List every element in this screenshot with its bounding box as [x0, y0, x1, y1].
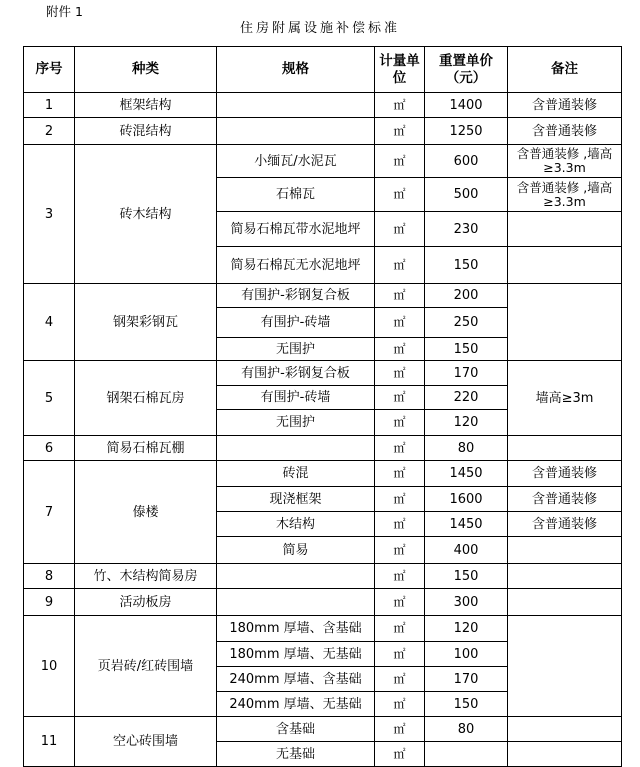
cell-type: 钢架石棉瓦房 [75, 361, 217, 436]
cell-price: 500 [425, 178, 508, 212]
cell-type: 空心砖围墙 [75, 717, 217, 767]
cell-no: 11 [24, 717, 75, 767]
cell-price: 170 [425, 667, 508, 692]
cell-spec: 含基础 [217, 717, 375, 742]
cell-spec: 简易 [217, 537, 375, 564]
cell-remark: 含普通装修 ,墙高≥3.3m [508, 145, 622, 178]
cell-price: 1400 [425, 93, 508, 118]
cell-price: 150 [425, 692, 508, 717]
cell-unit: ㎡ [375, 247, 425, 284]
cell-unit: ㎡ [375, 642, 425, 667]
cell-remark [508, 537, 622, 564]
cell-unit: ㎡ [375, 616, 425, 642]
cell-unit: ㎡ [375, 564, 425, 589]
cell-spec: 小缅瓦/水泥瓦 [217, 145, 375, 178]
table-row [24, 564, 622, 589]
cell-type: 页岩砖/红砖围墙 [75, 616, 217, 717]
cell-spec: 240mm 厚墙、无基础 [217, 692, 375, 717]
table-row [24, 616, 622, 642]
cell-unit: ㎡ [375, 93, 425, 118]
cell-type: 钢架彩钢瓦 [75, 284, 217, 361]
cell-no: 3 [24, 145, 75, 284]
cell-unit: ㎡ [375, 692, 425, 717]
table-row [24, 436, 622, 461]
cell-price: 150 [425, 247, 508, 284]
cell-price: 80 [425, 436, 508, 461]
cell-spec: 简易石棉瓦无水泥地坪 [217, 247, 375, 284]
cell-unit: ㎡ [375, 361, 425, 386]
cell-remark [508, 564, 622, 589]
cell-unit: ㎡ [375, 178, 425, 212]
cell-spec: 180mm 厚墙、无基础 [217, 642, 375, 667]
cell-spec: 有围护-砖墙 [217, 386, 375, 410]
header-price: 重置单价（元） [425, 47, 508, 93]
cell-price: 1250 [425, 118, 508, 145]
cell-unit: ㎡ [375, 212, 425, 247]
cell-remark [508, 717, 622, 742]
cell-remark [508, 247, 622, 284]
cell-unit: ㎡ [375, 589, 425, 616]
header-type: 种类 [75, 47, 217, 93]
cell-remark: 含普通装修 ,墙高≥3.3m [508, 178, 622, 212]
attachment-label: 附件 1 [46, 4, 83, 19]
cell-no: 8 [24, 564, 75, 589]
table-row [24, 717, 622, 742]
cell-unit: ㎡ [375, 461, 425, 487]
cell-unit: ㎡ [375, 386, 425, 410]
cell-remark [508, 589, 622, 616]
header-spec: 规格 [217, 47, 375, 93]
cell-unit: ㎡ [375, 742, 425, 767]
cell-no: 10 [24, 616, 75, 717]
cell-price: 120 [425, 410, 508, 436]
cell-no: 9 [24, 589, 75, 616]
cell-spec: 砖混 [217, 461, 375, 487]
cell-remark [508, 212, 622, 247]
cell-type: 砖混结构 [75, 118, 217, 145]
cell-remark: 含普通装修 [508, 93, 622, 118]
cell-unit: ㎡ [375, 338, 425, 361]
cell-price: 150 [425, 338, 508, 361]
table-row [24, 284, 622, 308]
cell-price: 100 [425, 642, 508, 667]
cell-remark [508, 742, 622, 767]
cell-type: 傣楼 [75, 461, 217, 564]
cell-price: 220 [425, 386, 508, 410]
cell-spec: 有围护-彩钢复合板 [217, 361, 375, 386]
cell-price: 170 [425, 361, 508, 386]
cell-unit: ㎡ [375, 436, 425, 461]
cell-price: 300 [425, 589, 508, 616]
cell-spec [217, 564, 375, 589]
cell-spec: 180mm 厚墙、含基础 [217, 616, 375, 642]
cell-spec: 现浇框架 [217, 487, 375, 512]
cell-unit: ㎡ [375, 145, 425, 178]
cell-spec: 木结构 [217, 512, 375, 537]
cell-price: 150 [425, 564, 508, 589]
cell-price [425, 742, 508, 767]
cell-type: 简易石棉瓦棚 [75, 436, 217, 461]
cell-unit: ㎡ [375, 537, 425, 564]
cell-spec [217, 436, 375, 461]
cell-spec: 无围护 [217, 410, 375, 436]
table-row [24, 461, 622, 487]
cell-type: 砖木结构 [75, 145, 217, 284]
cell-price: 1450 [425, 512, 508, 537]
cell-price: 80 [425, 717, 508, 742]
cell-spec: 简易石棉瓦带水泥地坪 [217, 212, 375, 247]
header-remark: 备注 [508, 47, 622, 93]
cell-price: 250 [425, 308, 508, 338]
cell-unit: ㎡ [375, 308, 425, 338]
cell-unit: ㎡ [375, 717, 425, 742]
cell-price: 1600 [425, 487, 508, 512]
cell-price: 1450 [425, 461, 508, 487]
compensation-table [23, 46, 622, 767]
cell-price: 230 [425, 212, 508, 247]
cell-type: 框架结构 [75, 93, 217, 118]
cell-no: 2 [24, 118, 75, 145]
cell-price: 400 [425, 537, 508, 564]
cell-no: 7 [24, 461, 75, 564]
cell-spec [217, 93, 375, 118]
cell-unit: ㎡ [375, 667, 425, 692]
cell-type: 竹、木结构简易房 [75, 564, 217, 589]
cell-unit: ㎡ [375, 487, 425, 512]
cell-remark: 墙高≥3m [508, 361, 622, 436]
cell-price: 600 [425, 145, 508, 178]
cell-spec [217, 118, 375, 145]
header-no: 序号 [24, 47, 75, 93]
header-row [24, 47, 622, 93]
cell-remark: 含普通装修 [508, 118, 622, 145]
cell-price: 200 [425, 284, 508, 308]
cell-remark [508, 436, 622, 461]
cell-unit: ㎡ [375, 118, 425, 145]
header-unit: 计量单位 [375, 47, 425, 93]
cell-remark: 含普通装修 [508, 487, 622, 512]
table-row [24, 361, 622, 386]
cell-no: 4 [24, 284, 75, 361]
cell-remark: 含普通装修 [508, 512, 622, 537]
cell-remark [508, 616, 622, 717]
table-row [24, 589, 622, 616]
cell-spec: 240mm 厚墙、含基础 [217, 667, 375, 692]
cell-spec: 无围护 [217, 338, 375, 361]
cell-spec: 无基础 [217, 742, 375, 767]
table-row [24, 118, 622, 145]
cell-no: 5 [24, 361, 75, 436]
cell-unit: ㎡ [375, 512, 425, 537]
cell-unit: ㎡ [375, 284, 425, 308]
cell-remark: 含普通装修 [508, 461, 622, 487]
cell-no: 1 [24, 93, 75, 118]
cell-price: 120 [425, 616, 508, 642]
cell-spec: 有围护-彩钢复合板 [217, 284, 375, 308]
cell-unit: ㎡ [375, 410, 425, 436]
cell-spec [217, 589, 375, 616]
cell-no: 6 [24, 436, 75, 461]
document-title: 住房附属设施补偿标准 [239, 21, 400, 36]
cell-remark [508, 284, 622, 361]
cell-spec: 有围护-砖墙 [217, 308, 375, 338]
cell-type: 活动板房 [75, 589, 217, 616]
table-row [24, 145, 622, 178]
table-row [24, 93, 622, 118]
cell-spec: 石棉瓦 [217, 178, 375, 212]
